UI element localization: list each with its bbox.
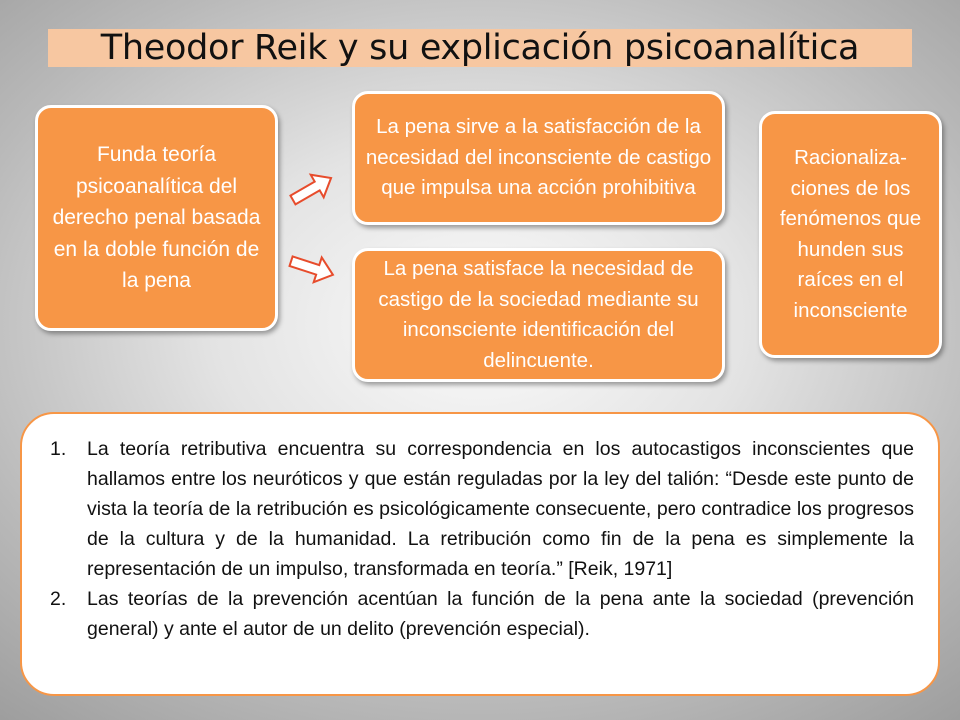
list-item-number: 1.: [50, 438, 67, 460]
list-item: [50, 434, 914, 584]
social-function-text: La pena satisface la necesidad de castigo de la sociedad mediante su inconsciente identificación del delincuente.: [378, 257, 699, 372]
arrow-down-right-icon: [284, 248, 340, 288]
list-item: [50, 584, 914, 644]
main-concept-text: Funda teoría psicoanalítica del derecho penal basada en la doble función de la pena: [52, 143, 261, 293]
list-item-number: 2.: [50, 588, 67, 610]
arrow-up-right-icon: [284, 166, 340, 212]
rationalizations-box: [759, 111, 942, 358]
theories-list: [50, 434, 914, 644]
list-item-text: La teoría retributiva encuentra su correspondencia en los autocastigos inconscientes que hallamos entre los neuróticos y que están reguladas por la ley del talión: “Desde este punto de vista la teoría de la retribución es psicológicamente consecuente, pero contradice los progresos de la cultura y de la humanidad. La retribución como fin de la pena es simplemente la representación de un impulso, transformada en teoría.” [Reik, 1971]: [87, 438, 914, 580]
slide-title: Theodor Reik y su explicación psicoanalítica: [100, 28, 860, 68]
rationalizations-text: Racionaliza-ciones de los fenómenos que hunden sus raíces en el inconsciente: [779, 146, 922, 322]
list-item-text: Las teorías de la prevención acentúan la función de la pena ante la sociedad (prevención general) y ante el autor de un delito (prevención especial).: [87, 588, 914, 640]
social-function-box: [352, 248, 725, 382]
individual-function-text: La pena sirve a la satisfacción de la necesidad del inconsciente de castigo que impulsa una acción prohibitiva: [365, 115, 712, 200]
main-concept-box: [35, 105, 278, 331]
individual-function-box: [352, 91, 725, 225]
theories-panel: [20, 412, 940, 696]
